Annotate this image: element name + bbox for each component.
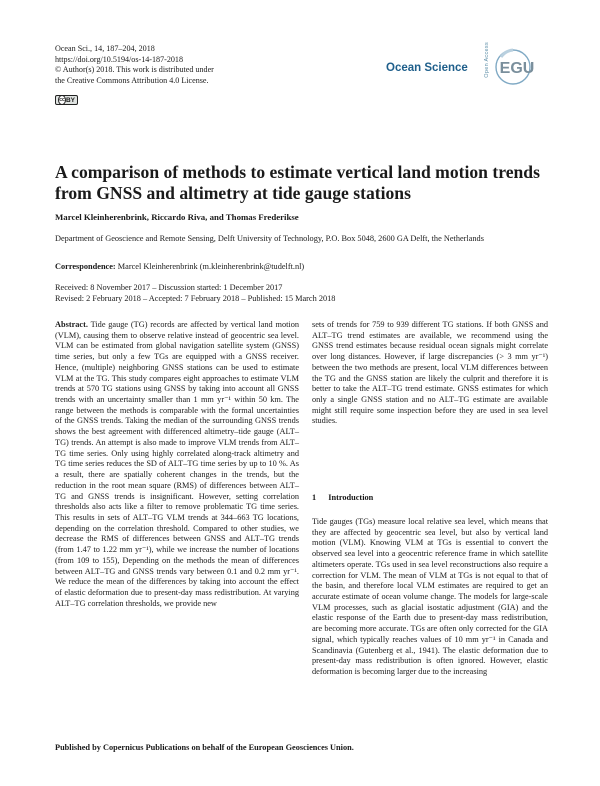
revised-line: Revised: 2 February 2018 – Accepted: 7 February 2018 – Published: 15 March 2018 (55, 293, 336, 303)
abstract-label: Abstract. (55, 320, 88, 329)
received-line: Received: 8 November 2017 – Discussion started: 1 December 2017 (55, 283, 283, 292)
license-notice: the Creative Commons Attribution 4.0 License. (55, 75, 209, 85)
cc-by-license-icon[interactable] (55, 95, 78, 105)
doi-link[interactable]: https://doi.org/10.5194/os-14-187-2018 (55, 54, 184, 64)
introduction-text: Tide gauges (TGs) measure local relative sea level, which means that they are affected by geocentric sea level, but also by vertical land motion (VLM). Knowing VLM at TGs is essential to convert the observed sea level into a geocentric reference frame in which satellite altimeters operate. TGs used in sea level reconstructions also require a correction for VLM. The mean of VLM at TGs is not equal to that of the basin, and therefore local VLM estimates are required to get an accurate estimate of ocean volume change. The models for large-scale VLM processes, such as glacial isostatic adjustment (GIA) and the elastic response of the Earth due to present-day mass redistribution, are becoming more accurate. TGs are often only corrected for the GIA signal, which typically reaches values of 10 mm yr⁻¹ in Canada and Scandinavia (Gutenberg et al., 1941). The elastic deformation due to present-day mass redistribution is often ignored. However, elastic deformation is becoming larger due to the increasing (312, 517, 548, 677)
publisher-footer: Published by Copernicus Publications on behalf of the European Geosciences Union. (55, 743, 354, 752)
section-number: 1 (312, 493, 317, 502)
section-heading-introduction (312, 493, 373, 502)
open-access-label: Open Access (484, 42, 490, 78)
section-title: Introduction (328, 493, 374, 502)
journal-citation: Ocean Sci., 14, 187–204, 2018 (55, 44, 155, 53)
egu-logo-icon (493, 47, 541, 87)
copyright-notice: © Author(s) 2018. This work is distributed under (55, 65, 214, 75)
correspondence (55, 262, 304, 271)
correspondence-label: Correspondence: (55, 262, 116, 271)
correspondence-text: Marcel Kleinherenbrink (m.kleinherenbrink@tudelft.nl) (117, 262, 305, 271)
journal-brand: Ocean Science (386, 62, 468, 74)
cc-logo-icon: cc (59, 97, 65, 103)
abstract-text: Tide gauge (TG) records are affected by vertical land motion (VLM), causing them to observe relative instead of geocentric sea level. VLM can be estimated from global navigation satellite system (GNSS) time series, but only a few TGs are equipped with a GNSS receiver. Hence, (multiple) neighboring GNSS stations can be used to estimate VLM at the TG. This study compares eight approaches to estimate VLM trends at 570 TG stations using GNSS by taking into account all GNSS trends with an uncertainty smaller than 1 mm yr⁻¹ within 50 km. The range between the methods is comparable with the formal uncertainties of the GNSS trends. Taking the median of the surrounding GNSS trends shows the best agreement with differenced altimetry–tide gauge (ALT–TG) trends. An attempt is also made to improve VLM trends from ALT–TG time series. Only using highly correlated along-track altimetry and TG time series reduces the SD of ALT–TG time series by up to 10 %. As a result, there are spatially coherent changes in the trends, but the reduction in the root mean square (RMS) of differences between ALT–TG and GNSS trends is insignificant. However, setting correlation thresholds also acts like a filter to remove problematic TG time series. This results in sets of ALT–TG VLM trends at 344–663 TG locations, depending on the correlation threshold. Compared to other studies, we decrease the RMS of differences between GNSS and ALT–TG trends (from 1.47 to 1.22 mm yr⁻¹), while we increase the number of locations (from 109 to 155), Depending on the methods the mean of differences between ALT–TG and GNSS trends vary between 0.1 and 0.2 mm yr⁻¹. We reduce the mean of the differences by taking into account the effect of elastic deformation due to present-day mass redistribution. At varying ALT–TG correlation thresholds, we provide new (55, 320, 299, 608)
article-metadata (55, 44, 295, 86)
by-label: BY (65, 96, 75, 104)
affiliation: Department of Geoscience and Remote Sensing, Delft University of Technology, P.O. Box 5048, 2600 GA Delft, the Netherlands (55, 234, 484, 243)
abstract (55, 320, 299, 609)
author-list: Marcel Kleinherenbrink, Riccardo Riva, and Thomas Frederikse (55, 212, 299, 222)
publication-dates (55, 283, 335, 305)
paper-title: A comparison of methods to estimate vertical land motion trends from GNSS and altimetry at tide gauge stations (55, 162, 540, 203)
egu-logo-text: EGU (499, 60, 535, 77)
abstract-continued: sets of trends for 759 to 939 different TG stations. If both GNSS and ALT–TG trend estimates are available, we recommend using the GNSS trend estimates because residual ocean signals might correlate over long distances. However, if large discrepancies (> 3 mm yr⁻¹) between the two methods are present, local VLM differences between the TG and the GNSS station are likely the culprit and therefore it is better to take the ALT–TG trend estimate. GNSS estimates for which only a single GNSS station and no ALT–TG estimate are available might still require some inspection before they are used in sea level studies. (312, 320, 548, 426)
